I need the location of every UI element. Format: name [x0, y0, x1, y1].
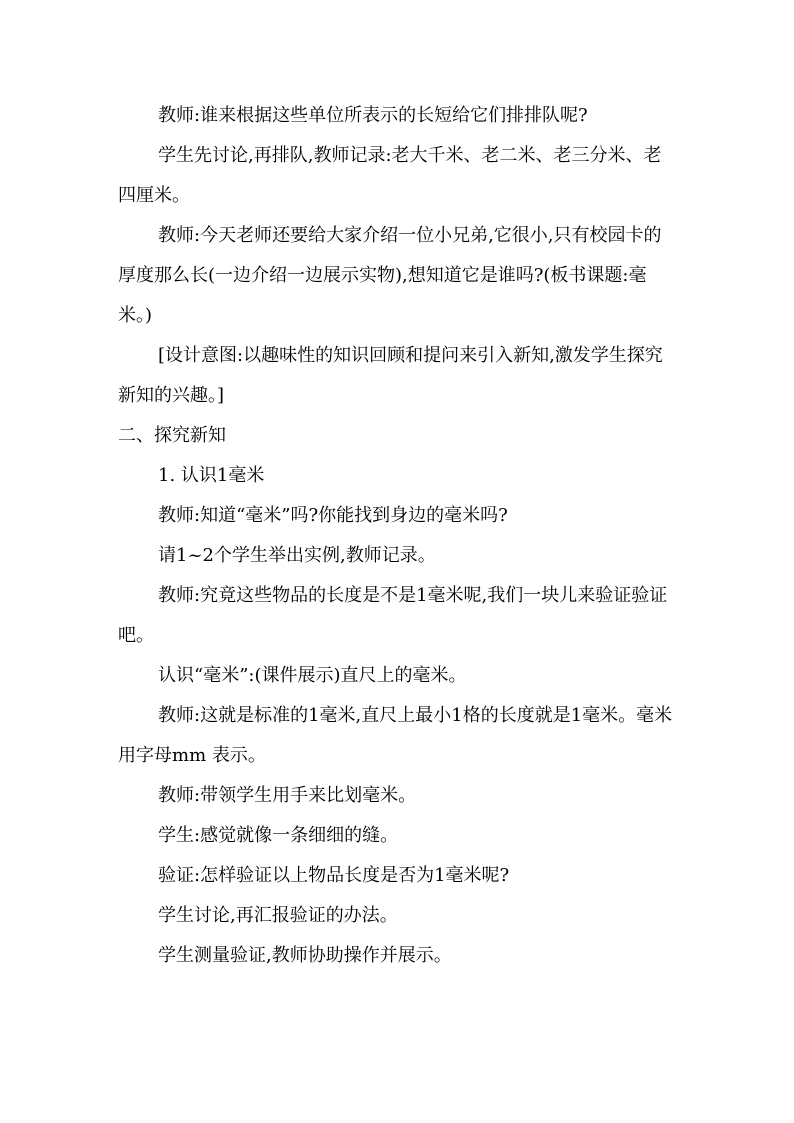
subsection-heading: 1. 认识1毫米: [158, 465, 265, 486]
paragraph-verify-question: 验证:怎样验证以上物品长度是否为1毫米呢?: [158, 865, 510, 886]
paragraph-hand-gesture: 教师:带领学生用手来比划毫米。: [158, 785, 417, 806]
section-heading: 二、探究新知: [118, 425, 226, 446]
paragraph-teacher-intro: 教师:今天老师还要给大家介绍一位小兄弟,它很小,只有校园卡的厚度那么长(一边介绍一边展示实物),想知道它是谁吗?(板书课题:毫米。): [118, 225, 662, 326]
paragraph-standard-mm: 教师:这就是标准的1毫米,直尺上最小1格的长度就是1毫米。毫米用字母mm 表示。: [118, 705, 673, 766]
paragraph-student-ranking: 学生先讨论,再排队,教师记录:老大千米、老二米、老三分米、老四厘米。: [118, 145, 662, 206]
paragraph-verify-together: 教师:究竟这些物品的长度是不是1毫米呢,我们一块儿来验证验证吧。: [118, 585, 668, 646]
paragraph-student-feel: 学生:感觉就像一条细细的缝。: [158, 825, 399, 846]
paragraph-teacher-ask: 教师:知道“毫米”吗?你能找到身边的毫米吗?: [158, 505, 508, 526]
paragraph-design-intent: [设计意图:以趣味性的知识回顾和提问来引入新知,激发学生探究新知的兴趣。]: [118, 345, 663, 406]
paragraph-recognize-mm: 认识“毫米”:(课件展示)直尺上的毫米。: [158, 665, 467, 686]
paragraph-measure-verify: 学生测量验证,教师协助操作并展示。: [158, 945, 452, 966]
document-body: [118, 96, 678, 976]
paragraph-discuss-report: 学生讨论,再汇报验证的办法。: [158, 905, 398, 926]
paragraph-examples: 请1~2个学生举出实例,教师记录。: [158, 545, 436, 566]
paragraph-teacher-question: 教师:谁来根据这些单位所表示的长短给它们排排队呢?: [158, 105, 588, 126]
